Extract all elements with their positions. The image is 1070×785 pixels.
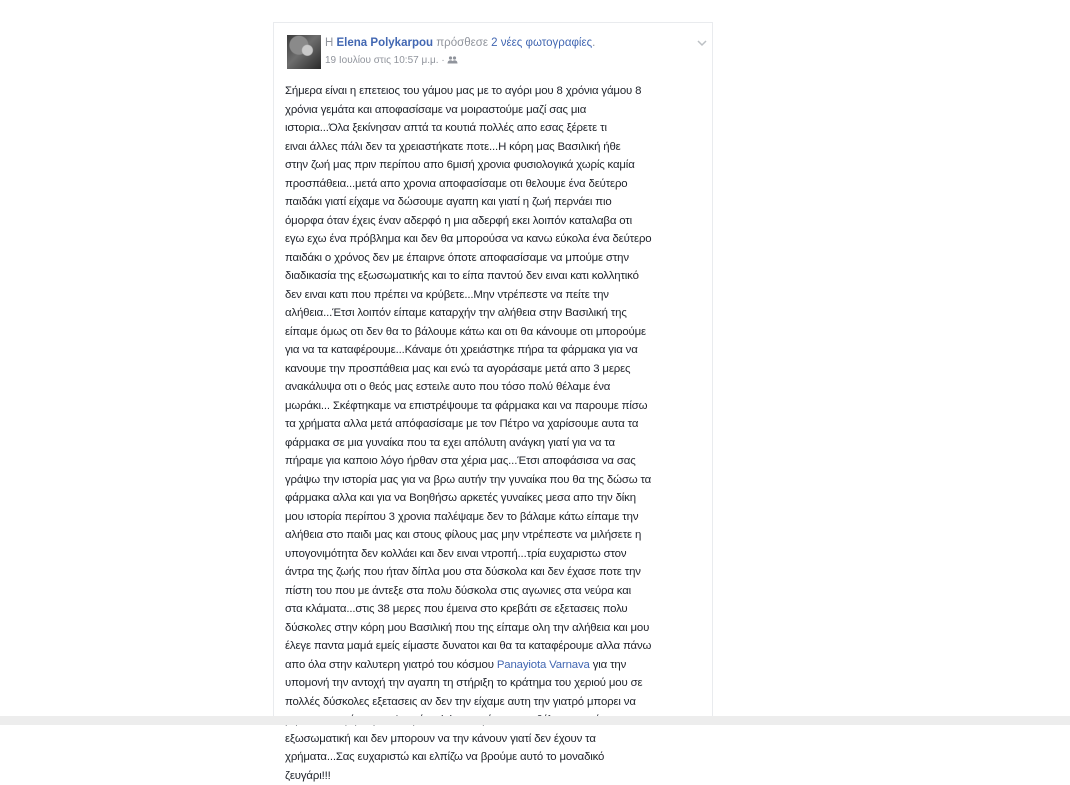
post-text-line: φάρμακα σε μια γυναίκα που τα εχει απόλυτη ανάγκη γιατί για να τα — [285, 434, 708, 453]
post-text-line: τα χρήματα αλλα μετά απόφασίσαμε με τον Πέτρο να χαρίσουμε αυτα τα — [285, 415, 708, 434]
header-action: πρόσθεσε — [436, 37, 488, 49]
post-text-line: στα κλάματα...στις 38 μερες που έμεινα στο κρεβάτι σε εξετασεις πολυ — [285, 600, 708, 619]
post-text-line: εξωσωματική και δεν μπορουν να την κάνουν γιατί δεν έχουν τα — [285, 730, 708, 749]
meta-separator: · — [441, 55, 444, 66]
post-text — [285, 82, 708, 785]
post-meta — [325, 55, 458, 66]
post-text-line: πίστη του που με άντεξε στα πολυ δύσκολα στις αγωνιες στα νεύρα και — [285, 582, 708, 601]
header-end: . — [592, 37, 595, 49]
post-text-segment: για την — [593, 659, 626, 671]
post-text-line: γράψω την ιστορία μας για να βρω αυτήν την γυναίκα που θα της δώσω τα — [285, 471, 708, 490]
header-prefix: Η — [325, 37, 333, 49]
post-timestamp[interactable]: 19 Ιουλίου στις 10:57 μ.μ. — [325, 55, 439, 66]
post-text-line: είπαμε όμως οτι δεν θα το βάλουμε κάτω και οτι θα κάνουμε οτι μπορούμε — [285, 323, 708, 342]
post-text-line: διαδικασία της εξωσωματικής και το είπα παντού δεν ειναι κατι κολλητικό — [285, 267, 708, 286]
post-text-line: πήραμε για καποιο λόγο ήρθαν στα χέρια μας...Έτσι αποφάσισα να σας — [285, 452, 708, 471]
post-text-line: αλήθεια...Έτσι λοιπόν είπαμε καταρχήν την αλήθεια στην Βασιλική της — [285, 304, 708, 323]
friends-icon — [447, 56, 458, 64]
chevron-down-icon[interactable] — [697, 39, 707, 47]
post-text-line: Σήμερα είναι η επετειος του γάμου μας με το αγόρι μου 8 χρόνια γάμου 8 — [285, 82, 708, 101]
author-name-link[interactable]: Elena Polykarpou — [337, 37, 434, 49]
post-header — [325, 37, 595, 49]
post-text-line: μωράκι... Σκέφτηκαμε να επιστρέψουμε τα φάρμακα και να παρουμε πίσω — [285, 397, 708, 416]
post-text-line-with-tag — [285, 656, 708, 675]
post-card — [273, 22, 713, 720]
post-text-line: δύσκολες στην κόρη μου Βασιλική που της είπαμε ολη την αλήθεια και μου — [285, 619, 708, 638]
post-text-line: έλεγε παντα μαμά εμείς είμαστε δυνατοι και θα τα καταφέρουμε αλλα πάνω — [285, 637, 708, 656]
post-text-line: για να τα καταφέρουμε...Κάναμε ότι χρειάστηκε πήρα τα φάρμακα για να — [285, 341, 708, 360]
post-text-line: ιστορια...Όλα ξεκίνησαν απτά τα κουτιά πολλές απο εσας ξέρετε τι — [285, 119, 708, 138]
post-text-line: προσπάθεια...μετά απο χρονια αποφασίσαμε οτι θελουμε ένα δεύτερο — [285, 175, 708, 194]
post-text-line: πολλές δύσκολες εξετασεις αν δεν την είχαμε αυτη την γιατρό μπορει να — [285, 693, 708, 712]
post-text-segment: απο όλα στην καλυτερη γιατρό του κόσμου — [285, 659, 494, 671]
post-text-line: άντρα της ζωής που ήταν δίπλα μου στα δύσκολα και δεν έχασε ποτε την — [285, 563, 708, 582]
post-text-line: παιδάκι γιατί είχαμε να δώσουμε αγαπη και γιατί η ζωή περνάει πιο — [285, 193, 708, 212]
page-bottom-strip — [0, 716, 1070, 725]
post-text-line: ειναι άλλες πάλι δεν τα χρειαστήκατε ποτε...Η κόρη μας Βασιλική ήθε — [285, 138, 708, 157]
post-text-line: χρήματα...Σας ευχαριστώ και ελπίζω να βρούμε αυτό το μοναδικό — [285, 748, 708, 767]
post-text-line: κανουμε την προσπάθεια μας και ενώ τα αγοράσαμε μετά απο 3 μερες — [285, 360, 708, 379]
post-text-line: υπομονή την αντοχή την αγαπη τη στήριξη το κράτημα του χεριού μου σε — [285, 674, 708, 693]
post-text-line: στην ζωή μας πριν περίπου απο 6μισή χρονια φυσιολογικά χωρίς καμία — [285, 156, 708, 175]
doctor-tag-link[interactable]: Panayiota Varnava — [497, 659, 590, 671]
post-text-line: αλήθεια στο παιδι μας και στους φίλους μας μην ντρέπεστε να μιλήσετε η — [285, 526, 708, 545]
post-text-line: ανακάλυψα οτι ο θεός μας εστειλε αυτο που τόσο πολύ θέλαμε ένα — [285, 378, 708, 397]
post-text-line: ζευγάρι!!! — [285, 767, 708, 785]
post-text-line: εγω εχω ένα πρόβλημα και δεν θα μπορούσα να κανω εύκολα ένα δεύτερο — [285, 230, 708, 249]
author-avatar[interactable] — [287, 35, 321, 69]
post-text-line: μου ιστορία περίπου 3 χρονια παλέψαμε δεν το βάλαμε κάτω είπαμε την — [285, 508, 708, 527]
post-text-line: φάρμακα αλλα και για να Βοηθήσω αρκετές γυναίκες μεσα απο την δίκη — [285, 489, 708, 508]
photos-link[interactable]: 2 νέες φωτογραφίες — [491, 37, 592, 49]
post-text-line: χρόνια γεμάτα και αποφασίσαμε να μοιραστούμε μαζί σας μια — [285, 101, 708, 120]
post-text-line: όμορφα όταν έχεις έναν αδερφό η μια αδερφή εκει λοιπόν καταλαβα οτι — [285, 212, 708, 231]
post-text-line: δεν ειναι κατι που πρέπει να κρύβετε...Μην ντρέπεστε να πείτε την — [285, 286, 708, 305]
post-text-line: παιδάκι ο χρόνος δεν με έπαιρνε όποτε αποφασίσαμε να μπούμε στην — [285, 249, 708, 268]
post-text-line: υπογονιμότητα δεν κολλάει και δεν ειναι ντροπή...τρία ευχαριστω στον — [285, 545, 708, 564]
